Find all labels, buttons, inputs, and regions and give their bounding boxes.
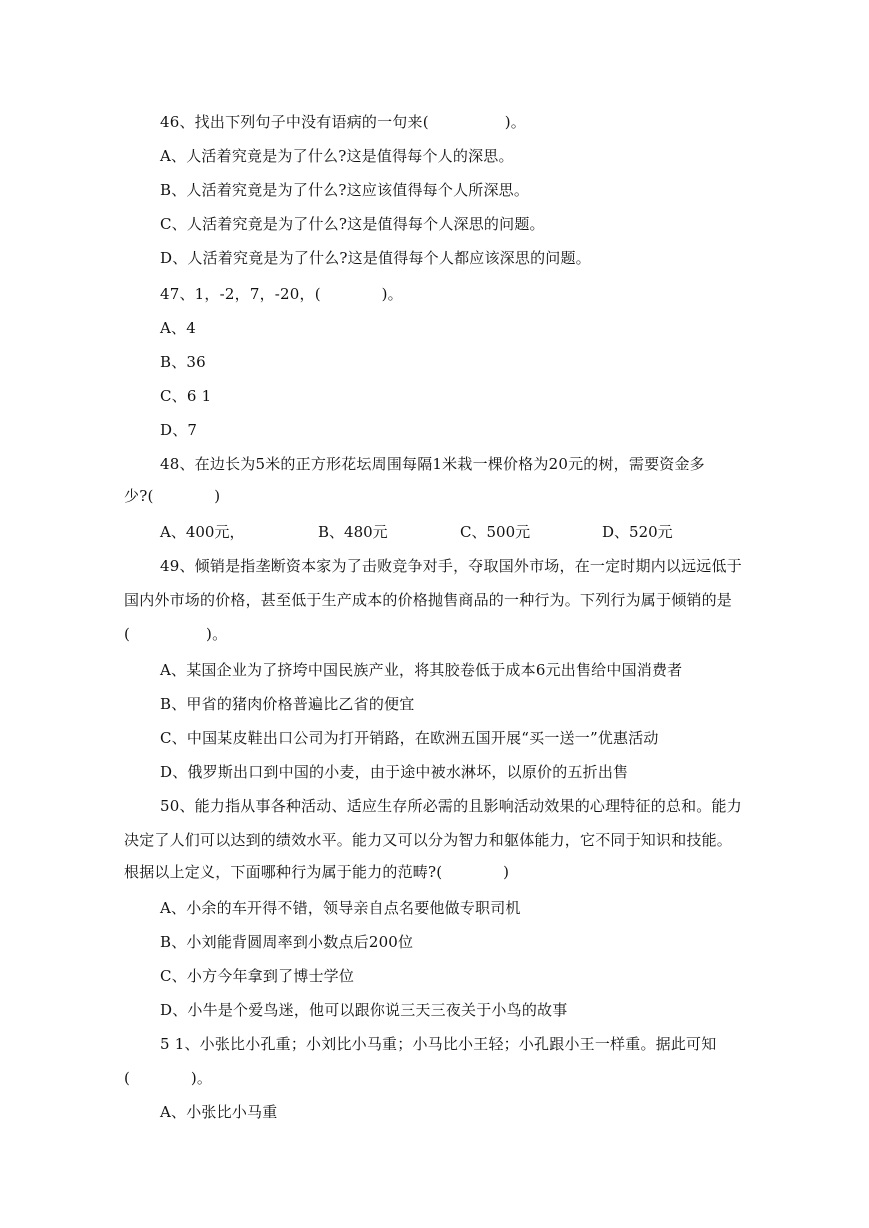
question-50-option-c: C、小方今年拿到了博士学位 [160, 967, 355, 985]
question-48-option-d: D、520元 [602, 523, 673, 541]
question-47-option-d: D、7 [160, 421, 198, 439]
question-49-option-b: B、甲省的猪肉价格普遍比乙省的便宜 [160, 695, 415, 713]
question-51-option-a: A、小张比小马重 [160, 1103, 278, 1121]
question-49-text-line-3: ( )。 [124, 625, 228, 643]
question-46-option-b: B、人活着究竟是为了什么?这应该值得每个人所深思。 [160, 181, 530, 199]
question-46-text: 46、找出下列句子中没有语病的一句来( )。 [160, 113, 526, 131]
question-48-option-c: C、500元 [460, 523, 531, 541]
question-49-option-a: A、某国企业为了挤垮中国民族产业，将其胶卷低于成本6元出售给中国消费者 [160, 661, 683, 679]
question-47-option-c: C、6 1 [160, 387, 212, 405]
question-46-option-c: C、人活着究竟是为了什么?这是值得每个人深思的问题。 [160, 215, 545, 233]
question-48-text-line-2: 少?( ) [124, 487, 221, 505]
question-50-option-b: B、小刘能背圆周率到小数点后200位 [160, 933, 414, 951]
question-48-option-a: A、400元， [160, 523, 245, 541]
question-50-text-line-3: 根据以上定义，下面哪种行为属于能力的范畴?( ) [124, 863, 510, 881]
question-50-text-line-2: 决定了人们可以达到的绩效水平。能力又可以分为智力和躯体能力，它不同于知识和技能。 [124, 831, 733, 849]
question-49-text-line-2: 国内外市场的价格，甚至低于生产成本的价格抛售商品的一种行为。下列行为属于倾销的是 [124, 591, 733, 609]
question-46-option-a: A、人活着究竟是为了什么?这是值得每个人的深思。 [160, 147, 514, 165]
question-48-text-line-1: 48、在边长为5米的正方形花坛周围每隔1米栽一棵价格为20元的树，需要资金多 [160, 455, 705, 473]
question-51-text-line-2: ( )。 [124, 1069, 213, 1087]
question-49-text-line-1: 49、倾销是指垄断资本家为了击败竞争对手，夺取国外市场，在一定时期内以远远低于 [160, 557, 742, 575]
question-49-option-d: D、俄罗斯出口到中国的小麦，由于途中被水淋坏，以原价的五折出售 [160, 763, 629, 781]
question-47-text: 47、1，-2，7，-20，( )。 [160, 285, 403, 303]
question-47-option-a: A、4 [160, 319, 196, 337]
question-48-option-b: B、480元 [318, 523, 388, 541]
question-50-option-a: A、小余的车开得不错，领导亲自点名要他做专职司机 [160, 899, 521, 917]
question-47-option-b: B、36 [160, 353, 206, 371]
question-50-text-line-1: 50、能力指从事各种活动、适应生存所必需的且影响活动效果的心理特征的总和。能力 [160, 797, 742, 815]
question-51-text-line-1: 5 1、小张比小孔重；小刘比小马重；小马比小王轻；小孔跟小王一样重。据此可知 [160, 1035, 717, 1053]
question-50-option-d: D、小牛是个爱鸟迷，他可以跟你说三天三夜关于小鸟的故事 [160, 1001, 568, 1019]
question-46-option-d: D、人活着究竟是为了什么?这是值得每个人都应该深思的问题。 [160, 249, 591, 267]
question-49-option-c: C、中国某皮鞋出口公司为打开销路，在欧洲五国开展“买一送一”优惠活动 [160, 729, 659, 747]
